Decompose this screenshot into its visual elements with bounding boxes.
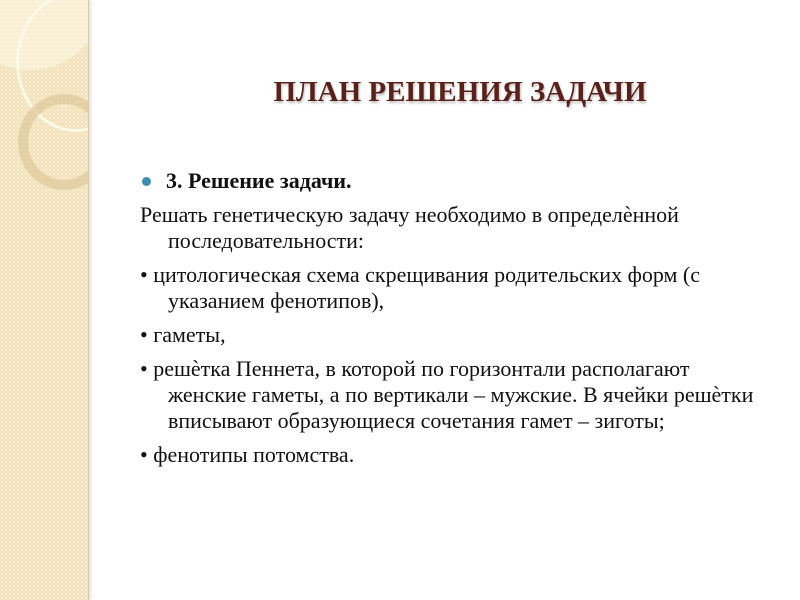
list-item-punnett-square: • решѐтка Пеннета, в которой по горизонтали располагают женские гаметы, а по вертикали – мужские. В ячейки решѐтки вписывают образующиеся сочетания гамет – зиготы; [140, 356, 754, 433]
bullet-dot-icon [142, 177, 151, 186]
list-item-gametes: • гаметы, [140, 322, 226, 347]
slide-title: ПЛАН РЕШЕНИЯ ЗАДАЧИ [273, 76, 647, 108]
section-heading-text: 3. Решение задачи. [166, 168, 352, 193]
intro-paragraph: Решать генетическую задачу необходимо в определѐнной последовательности: [140, 202, 679, 253]
section-heading [140, 168, 760, 194]
list-item-cytological-scheme: • цитологическая схема скрещивания родительских форм (с указанием фенотипов), [140, 262, 701, 313]
slide-content [140, 168, 760, 476]
list-item-offspring-phenotypes: • фенотипы потомства. [140, 442, 355, 467]
decorative-ring-small [18, 94, 89, 190]
decorative-side-panel [0, 0, 89, 600]
